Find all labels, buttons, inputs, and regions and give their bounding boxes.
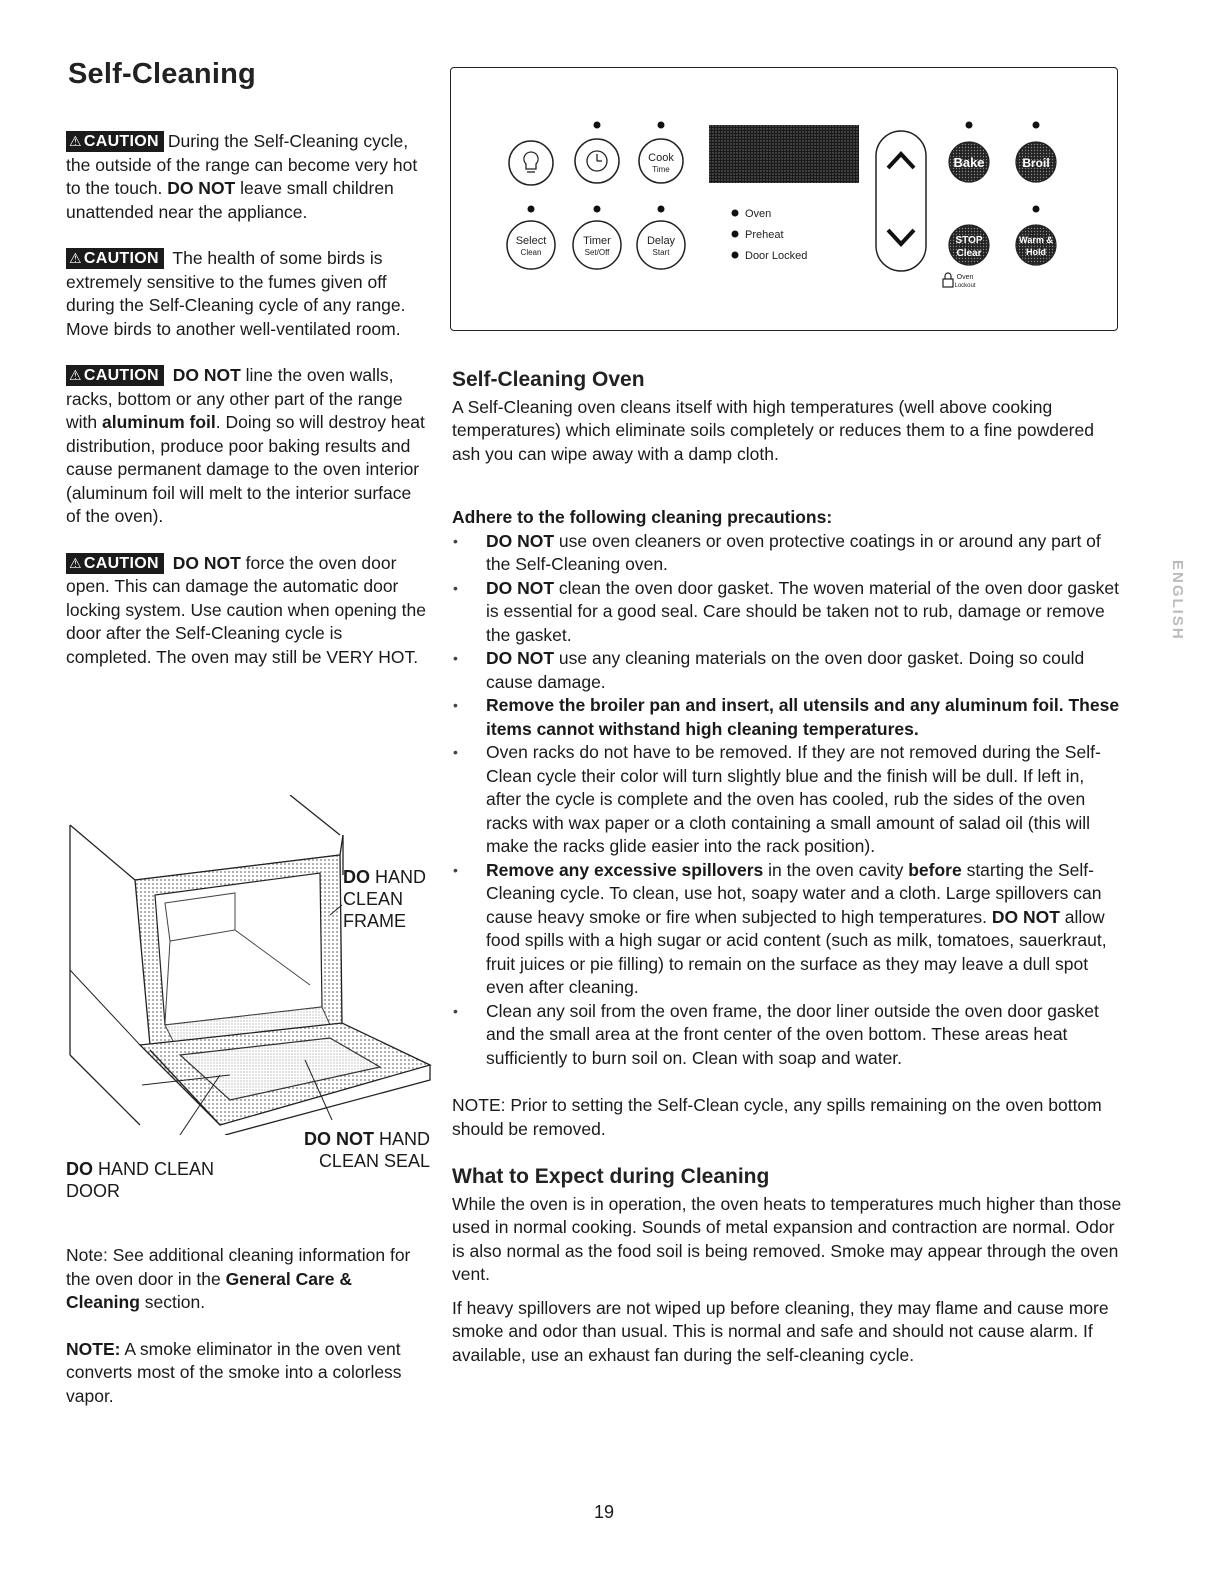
section-heading-what-to-expect: What to Expect during Cleaning: [452, 1165, 770, 1188]
list-item: • Remove the broiler pan and insert, all utensils and any aluminum foil. These items cannot withstand high cleaning temperatures.: [452, 694, 1122, 741]
right-column: [452, 368, 1122, 1367]
svg-text:Cook: Cook: [648, 152, 674, 164]
note-general-care: Note: See additional cleaning information for the oven door in the General Care & Cleaning section.: [66, 1245, 411, 1312]
svg-text:Hold: Hold: [1026, 247, 1046, 257]
left-column: [66, 130, 426, 692]
svg-text:Time: Time: [652, 165, 670, 174]
list-item: • Oven racks do not have to be removed. If they are not removed during the Self-Clean cycle their color will turn slightly blue and the finish will be dull. If left in, after the cycle is complete and the oven has cooled, rub the sides of the oven racks with wax paper or a cloth containing a small amount of salad oil (this will make the racks glide easier into the rack position).: [452, 741, 1122, 859]
light-button: [509, 141, 553, 185]
timer-setoff-button: [573, 221, 621, 269]
svg-text:Clear: Clear: [956, 248, 982, 259]
display-window: [709, 125, 859, 183]
svg-text:Oven: Oven: [956, 274, 974, 281]
section-heading-self-cleaning-oven: Self-Cleaning Oven: [452, 368, 645, 391]
page-number: 19: [594, 1502, 615, 1522]
indicator-door-locked: Door Locked: [745, 250, 808, 262]
list-item: • Clean any soil from the oven frame, the door liner outside the oven door gasket and the small area at the front center of the oven bottom. These areas heat sufficiently to burn soil on. Clean with soap and water.: [452, 1000, 1122, 1071]
broil-button: [1016, 142, 1056, 182]
list-item: • DO NOT use any cleaning materials on the oven door gasket. Doing so could cause damage.: [452, 647, 1122, 694]
svg-text:Set/Off: Set/Off: [584, 248, 610, 257]
svg-text:Timer: Timer: [583, 235, 611, 247]
svg-text:Bake: Bake: [953, 155, 985, 170]
label-hand-clean-frame: DO HAND CLEAN FRAME: [343, 867, 427, 931]
expect-paragraph-1: While the oven is in operation, the oven heats to temperatures much higher than those used in normal cooking. Sounds of metal expansion and contraction are normal. Odor is also normal as the food soil is being removed. Smoke may appear through the oven vent.: [452, 1193, 1122, 1284]
note-smoke-eliminator: NOTE: A smoke eliminator in the oven vent converts most of the smoke into a colorless vapor.: [66, 1338, 402, 1406]
svg-text:Broil: Broil: [1022, 156, 1050, 170]
warning-triangle-icon: ⚠: [69, 250, 82, 266]
note-prior-self-clean: NOTE: Prior to setting the Self-Clean cycle, any spills remaining on the oven bottom should be removed.: [452, 1095, 1102, 1139]
left-notes: [66, 1244, 426, 1431]
delay-start-button: [637, 221, 685, 269]
svg-text:Start: Start: [652, 248, 670, 257]
precautions-list: [452, 530, 1122, 1071]
caution-badge: ⚠ CAUTION: [66, 248, 164, 269]
svg-text:Delay: Delay: [646, 235, 676, 247]
select-clean-button: [507, 221, 555, 269]
warning-triangle-icon: ⚠: [69, 133, 82, 149]
precautions-heading: Adhere to the following cleaning precautions:: [452, 507, 833, 527]
indicator-oven: Oven: [745, 208, 772, 220]
svg-text:Lockout: Lockout: [954, 283, 976, 289]
indicator-preheat: Preheat: [745, 229, 784, 241]
svg-text:Select: Select: [515, 235, 547, 247]
cook-time-button: [639, 139, 683, 183]
label-do-not-clean-seal: DO NOT HAND CLEAN SEAL: [303, 1129, 430, 1171]
stop-clear-button: [949, 225, 989, 265]
warning-triangle-icon: ⚠: [69, 554, 82, 571]
list-item: • Remove any excessive spillovers in the oven cavity before starting the Self-Cleaning cycle. To clean, use hot, soapy water and a cloth. Large spillovers can cause heavy smoke or fire when subjected to high temperatures. DO NOT allow food spills with a high sugar or acid content (such as milk, tomatoes, sauerkraut, fruit juices or pie filling) to remain on the surface as they may leave a dull spot even after cleaning.: [452, 859, 1122, 1000]
control-panel-diagram: [450, 67, 1118, 331]
caution-paragraph-4: ⚠ CAUTION DO NOT force the oven door open. This can damage the automatic door locking system. Use caution when opening the door after the Self-Cleaning cycle is completed. The oven may still be VERY HOT.: [66, 552, 426, 667]
section-body: A Self-Cleaning oven cleans itself with high temperatures (well above cooking temperatures) which eliminate soils completely or reduces them to a fine powdered ash you can wipe away with a damp cloth.: [452, 396, 1094, 464]
label-hand-clean-door: DO HAND CLEAN DOOR: [66, 1159, 215, 1201]
lock-icon: [943, 273, 953, 287]
control-panel-drawing: [451, 68, 1117, 330]
warm-hold-button: [1016, 225, 1056, 265]
caution-badge: ⚠ CAUTION: [66, 365, 164, 386]
expect-paragraph-2: If heavy spillovers are not wiped up before cleaning, they may flame and cause more smoke and odor than usual. This is normal and safe and should not cause alarm. If available, use an exhaust fan during the self-cleaning cycle.: [452, 1297, 1109, 1365]
caution-paragraph-1: ⚠ CAUTION During the Self-Cleaning cycle, the outside of the range can become very hot to the touch. DO NOT leave small children unattended near the appliance.: [66, 131, 418, 222]
warning-triangle-icon: ⚠: [69, 367, 82, 383]
language-side-tab: ENGLISH: [1169, 560, 1186, 641]
caution-paragraph-3: ⚠ CAUTION DO NOT line the oven walls, racks, bottom or any other part of the range with aluminum foil. Doing so will destroy heat distribution, produce poor baking results and cause permanent damage to the oven interior (aluminum foil will melt to the interior surface of the oven).: [66, 365, 425, 526]
oven-drawing: [60, 795, 440, 1135]
svg-text:Clean: Clean: [520, 248, 542, 257]
caution-paragraph-2: ⚠ CAUTION The health of some birds is extremely sensitive to the fumes given off during the Self-Cleaning cycle of any range. Move birds to another well-ventilated room.: [66, 248, 406, 339]
caution-badge: ⚠ CAUTION: [66, 553, 164, 574]
svg-text:Warm &: Warm &: [1019, 235, 1053, 245]
svg-text:STOP: STOP: [955, 235, 983, 246]
list-item: • DO NOT use oven cleaners or oven protective coatings in or around any part of the Self-Cleaning oven.: [452, 530, 1122, 577]
bake-button: [949, 142, 989, 182]
list-item: • DO NOT clean the oven door gasket. The woven material of the oven door gasket is essential for a good seal. Care should be taken not to rub, damage or remove the gasket.: [452, 577, 1122, 648]
oven-door-illustration: [60, 795, 440, 1135]
caution-badge: ⚠ CAUTION: [66, 131, 164, 152]
page-title: Self-Cleaning: [68, 58, 256, 90]
clock-button: [575, 139, 619, 183]
